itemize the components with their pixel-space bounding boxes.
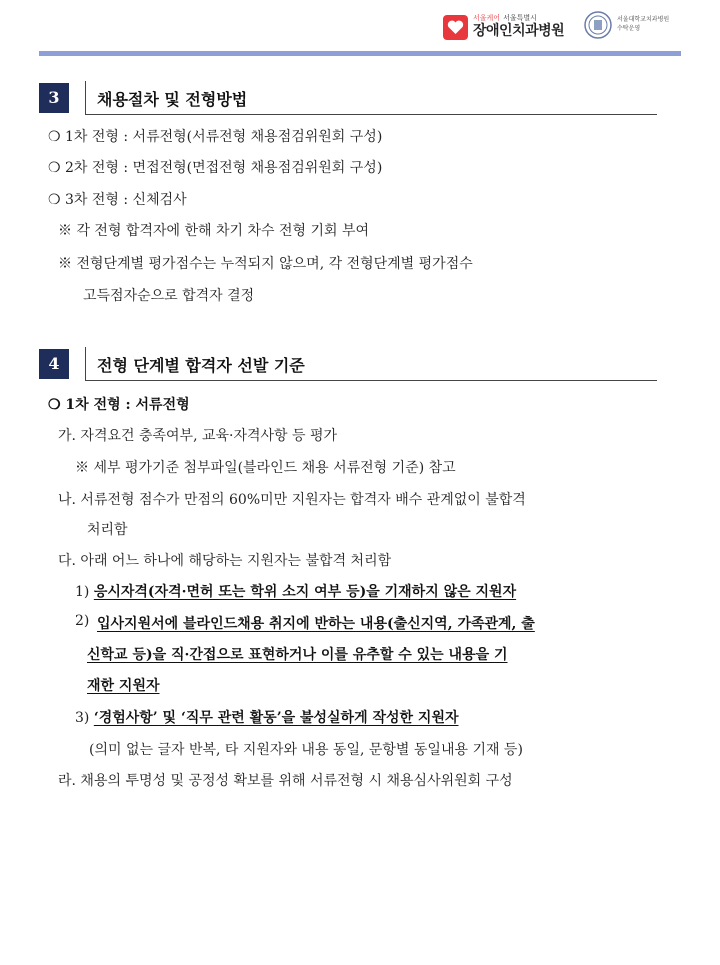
subitem-3 [75,707,459,727]
subitem-1 [75,581,516,601]
item-ga: 가. 자격요건 충족여부, 교육·자격사항 등 평가 [58,428,338,444]
subitem-2-line2: 신학교 등)을 직·간접으로 표현하거나 이를 유추할 수 있는 내용을 기 [87,647,508,663]
university-line2: 수탁운영 [617,25,641,32]
university-text [617,15,669,33]
item-na-cont: 처리함 [87,522,128,538]
item-ga-note: ※ 세부 평가기준 첨부파일(블라인드 채용 서류전형 기준) 참고 [75,460,456,476]
title-underline [85,380,657,381]
subitem-text: 응시자격(자격·면허 또는 학위 소지 여부 등)을 기재하지 않은 지원자 [93,584,517,600]
note-line-2-cont: 고득점자순으로 합격자 결정 [83,288,255,304]
header-divider [39,51,681,56]
subitem-2-line1: 입사지원서에 블라인드채용 취지에 반하는 내용(출신지역, 가족관계, 출 [97,616,535,632]
subitem-2-number: 2) [75,613,90,629]
note-line-1: ※ 각 전형 합격자에 한해 차기 차수 전형 기회 부여 [58,223,370,239]
stage-3-line: ❍ 3차 전형 : 신체검사 [48,192,187,208]
item-da: 다. 아래 어느 하나에 해당하는 지원자는 불합격 처리함 [58,553,392,569]
section-title: 채용절차 및 전형방법 [97,90,248,109]
subitem-3-note: (의미 없는 글자 반복, 타 지원자와 내용 동일, 문항별 동일내용 기재 등) [89,742,523,758]
stage-1-line: ❍ 1차 전형 : 서류전형(서류전형 채용점검위원회 구성) [48,129,383,145]
section-title: 전형 단계별 합격자 선발 기준 [97,356,305,375]
subitem-2-line3: 재한 지원자 [87,678,160,694]
subitem-number: 1) [75,584,90,600]
item-ra: 라. 채용의 투명성 및 공정성 확보를 위해 서류전형 시 채용심사위원회 구성 [58,773,513,789]
stage-1-heading: ❍ 1차 전형 : 서류전형 [48,397,190,413]
note-line-2: ※ 전형단계별 평가점수는 누적되지 않으며, 각 전형단계별 평가점수 [58,256,473,272]
logo-name: 장애인치과병원 [473,23,565,39]
university-line1: 서울대학교치과병원 [617,16,670,23]
subitem-text: ‘경험사항’ 및 ‘직무 관련 활동’을 불성실하게 작성한 지원자 [93,710,459,726]
section-number: 3 [39,83,69,113]
section-number: 4 [39,349,69,379]
section-4-header [39,349,657,379]
title-bar [85,347,86,380]
stage-2-line: ❍ 2차 전형 : 면접전형(면접전형 채용점검위원회 구성) [48,160,383,176]
subitem-number: 3) [75,710,90,726]
logo-tag: 서울케어 [473,14,501,22]
heart-icon [443,15,468,40]
logo-subtitle: 서울특별시 [503,14,537,22]
title-bar [85,81,86,114]
item-na: 나. 서류전형 점수가 만점의 60%미만 지원자는 합격자 배수 관계없이 불합격 [58,492,526,508]
university-seal-icon [584,11,612,39]
title-underline [85,114,657,115]
section-3-header [39,83,657,113]
hospital-logo [443,10,564,44]
